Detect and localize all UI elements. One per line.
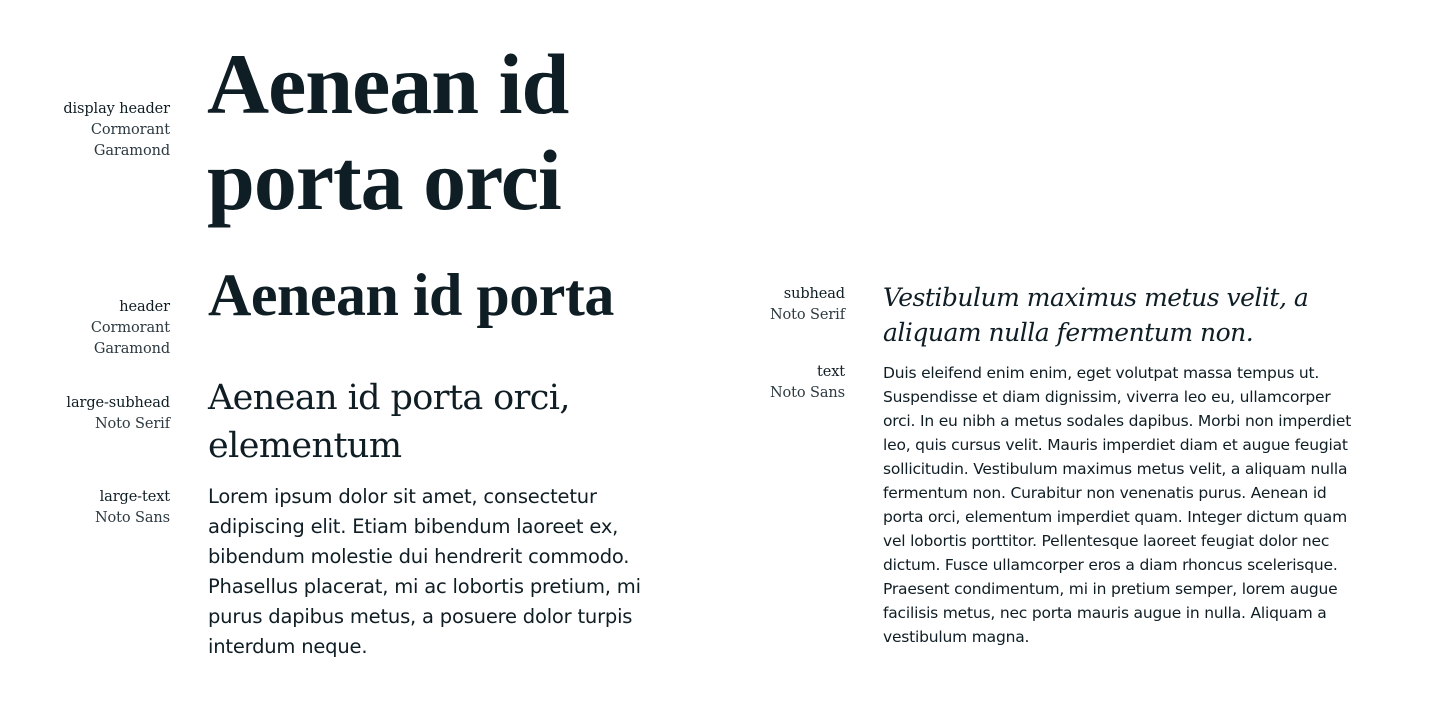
style-name: large-subhead [66, 395, 170, 411]
style-name: large-text [99, 489, 170, 505]
font-name: Noto Serif [94, 416, 170, 432]
style-name: subhead [783, 286, 845, 302]
font-name: Noto Sans [94, 510, 170, 526]
subhead-sample: Vestibulum maximus metus velit, a aliquam nulla fermentum non. [883, 283, 1309, 347]
style-name: header [119, 299, 170, 315]
large-subhead-sample: Aenean id porta orci, elementum [208, 378, 570, 466]
header-sample: Aenean id porta [208, 262, 614, 328]
display-header-label [20, 99, 170, 162]
style-name: display header [63, 101, 170, 117]
subhead-label [695, 284, 845, 326]
header-label [20, 297, 170, 360]
large-text-sample: Lorem ipsum dolor sit amet, consectetur adipiscing elit. Etiam bibendum laoreet ex, bibendum molestie dui hendrerit commodo. Phasellus placerat, mi ac lobortis pretium, mi purus dapibus metus, a posuere dolor turpis interdum neque. [208, 485, 641, 658]
font-name: Cormorant Garamond [90, 320, 170, 357]
display-header-sample: Aenean id porta orci [207, 36, 569, 228]
font-name: Noto Sans [769, 385, 845, 401]
style-name: text [816, 364, 845, 380]
large-subhead-label [20, 393, 170, 435]
text-label [695, 362, 845, 404]
text-sample: Duis eleifend enim enim, eget volutpat massa tempus ut. Suspendisse et diam dignissim, viverra leo eu, ullamcorper orci. In eu nibh a metus sodales dapibus. Morbi non imperdiet leo, quis cursus velit. Mauris imperdiet diam et augue feugiat sollicitudin. Vestibulum maximus metus velit, a aliquam nulla fermentum non. Curabitur non venenatis purus. Aenean id porta orci, elementum imperdiet quam. Integer dictum quam vel lobortis porttitor. Pellentesque laoreet feugiat dolor nec dictum. Fusce ullamcorper eros a diam rhoncus scelerisque. Praesent condimentum, mi in pretium semper, lorem augue facilisis metus, nec porta mauris augue in nulla. Aliquam a vestibulum magna. [883, 364, 1352, 646]
font-name: Noto Serif [769, 307, 845, 323]
font-name: Cormorant Garamond [90, 122, 170, 159]
large-text-label [20, 487, 170, 529]
